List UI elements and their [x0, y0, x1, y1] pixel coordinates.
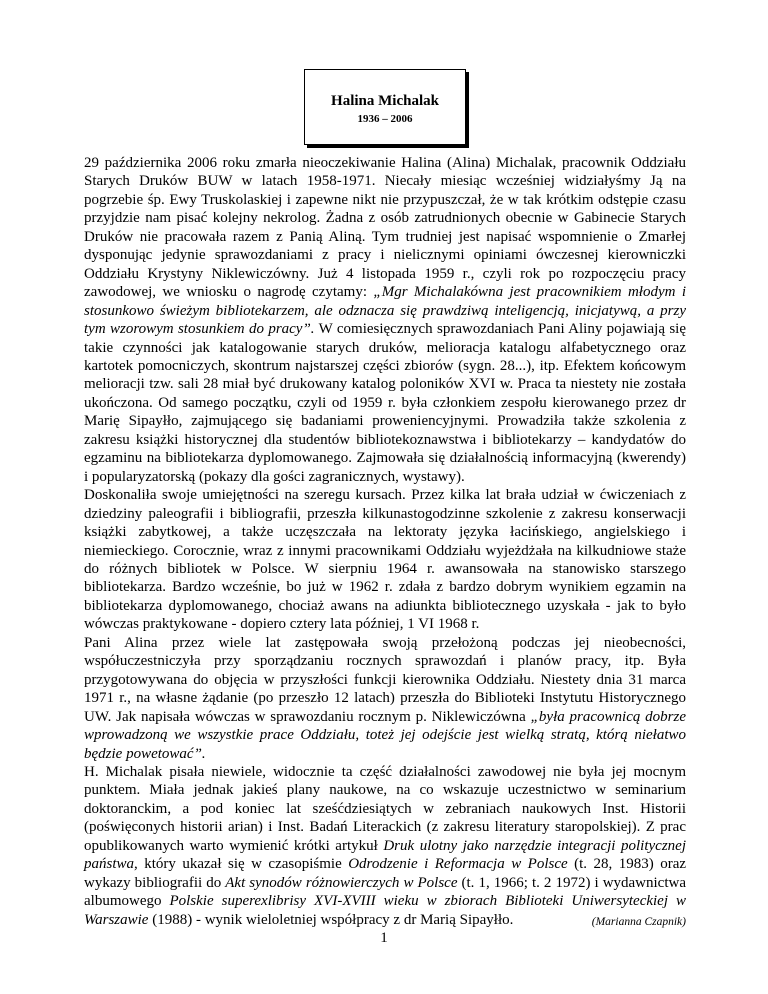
article-title: Druk ulotny jako narzędzie integracji politycznej państwa: [84, 837, 686, 873]
paragraph-1-text-b: W comiesięcznych sprawozdaniach Pani Aliny pojawiają się takie czynności jak katalogowanie starych druków, melioracja katalogu alfabetycznego oraz kartotek pomocniczych, skontrum najstarszej części zbiorów (sygn. 28...), itp. Efektem końcowym melioracji tzw. sali 28 miał być drukowany katalog poloników XVI w. Praca ta niestety nie została ukończona. Od samego początku, czyli od 1959 r. była członkiem zespołu kierowanego przez dr Marię Sipayłło, zajmującego się badaniami proweniencyjnymi. Prowadziła także szkolenia z zakresu książki historycznej dla studentów bibliotekoznawstwa i bibliotekarzy – kandydatów do egzaminu na bibliotekarza dyplomowanego. Zajmowała się działalnością informacyjną (kwerendy) i popularyzatorską (pokazy dla gości zagranicznych, wystawy).: [84, 321, 686, 485]
paragraph-3-quote: „była pracownicą dobrze wprowadzoną we wszystkie prace Oddziału, toteż jej odejście jest wielką stratą, którą niełatwo będzie powetować”.: [84, 708, 686, 762]
obituary-name: Halina Michalak: [331, 93, 439, 109]
paragraph-1-text-a: 29 października 2006 roku zmarła nieoczekiwanie Halina (Alina) Michalak, pracownik Oddziału Starych Druków BUW w latach 1958-1971. Niecały miesiąc wcześniej widziałyśmy Ją na pogrzebie śp. Ewy Truskolaskiej i zapewne nikt nie przypuszczał, że w tak krótkim odstępie czasu przyjdzie nam pisać kolejny nekrolog. Żadna z osób zatrudnionych obecnie w Gabinecie Starych Druków nie pracowała razem z Panią Aliną. Tym trudniej jest napisać wspomnienie o Zmarłej dysponując jedynie sprawozdaniami z pracy i nielicznymi opiniami ówczesnej kierowniczki Oddziału Krystyny Niklewiczówny. Już 4 listopada 1959 r., czyli rok po rozpoczęciu pracy zawodowej, we wniosku o nagrodę czytamy:: [84, 155, 686, 301]
paragraph-4-text-c: (t. 28, 1983) oraz wykazy bibliografii do: [84, 856, 687, 891]
paragraph-3: [84, 634, 686, 763]
paragraph-4-text-e: (1988) - wynik wieloletniej współpracy z dr Marią Sipayłło.: [148, 911, 514, 928]
author-signature: (Marianna Czapnik): [591, 915, 686, 928]
obituary-body: [84, 154, 686, 931]
life-dates: 1936 – 2006: [357, 113, 413, 125]
page-number: 1: [380, 930, 388, 946]
journal-title: Odrodzenie i Reformacja w Polsce: [348, 856, 568, 873]
book-title-akt: Akt synodów różnowierczych w Polsce: [225, 874, 458, 891]
album-title: Polskie superexlibrisy XVI-XVIII wieku w zbiorach Biblioteki Uniwersyteckiej w Warszawie: [84, 893, 686, 928]
paragraph-4-text-a: H. Michalak pisała niewiele, widocznie ta część działalności zawodowej nie była jej mocnym punktem. Miała jednak jakieś plany naukowe, na co wskazuje uczestnictwo w seminarium doktoranckim, a pod koniec lat sześćdziesiątych w zebraniach naukowych Inst. Historii (poświęconych historii arian) i Inst. Badań Literackich (z zakresu literatury staropolskiej). Z prac opublikowanych warto wymienić krótki artykuł: [84, 763, 686, 854]
paragraph-4-text-b: , który ukazał się w czasopiśmie: [134, 856, 349, 873]
paragraph-4-text-d: (t. 1, 1966; t. 2 1972) i wydawnictwa albumowego: [84, 874, 687, 910]
paragraph-1: [84, 154, 686, 486]
paragraph-4: [84, 763, 686, 929]
paragraph-2: [84, 486, 686, 634]
paragraph-1-quote: „Mgr Michalakówna jest pracownikiem młodym i stosunkowo świeżym bibliotekarzem, ale odznacza się prawdziwą inteligencją, inicjatywą, a przy tym wzorowym stosunkiem do pracy”.: [84, 284, 687, 338]
title-box: [304, 69, 466, 145]
paragraph-3-text-a: Pani Alina przez wiele lat zastępowała swoją przełożoną podczas jej nieobecności, współuczestniczyła przy sporządzaniu rocznych sprawozdań i planów pracy, itp. Była przygotowywana do objęcia w przyszłości funkcji kierownika Oddziału. Niestety dnia 31 marca 1971 r., na własne żądanie (po przeszło 12 latach) przeszła do Biblioteki Instytutu Historycznego UW. Jak napisała wówczas w sprawozdaniu rocznym p. Niklewiczówna: [84, 634, 686, 725]
paragraph-2-text: Doskonaliła swoje umiejętności na szeregu kursach. Przez kilka lat brała udział w ćwiczeniach z dziedziny paleografii i bibliografii, przeszła kilkunastogodzinne szkolenie z zakresu konserwacji książki zabytkowej, a także uczęszczała na lektoraty języka łacińskiego, angielskiego i niemieckiego. Corocznie, wraz z innymi pracownikami Oddziału wyjeżdżała na kilkudniowe staże do różnych bibliotek w Polsce. W sierpniu 1964 r. awansowała na stanowisko starszego bibliotekarza. Bardzo wcześnie, bo już w 1962 r. zdała z bardzo dobrym wynikiem egzamin na bibliotekarza dyplomowanego, chociaż awans na adiunkta bibliotecznego uzyskała - jak to było wówczas praktykowane - dopiero cztery lata później, 1 VI 1968 r.: [84, 487, 686, 633]
